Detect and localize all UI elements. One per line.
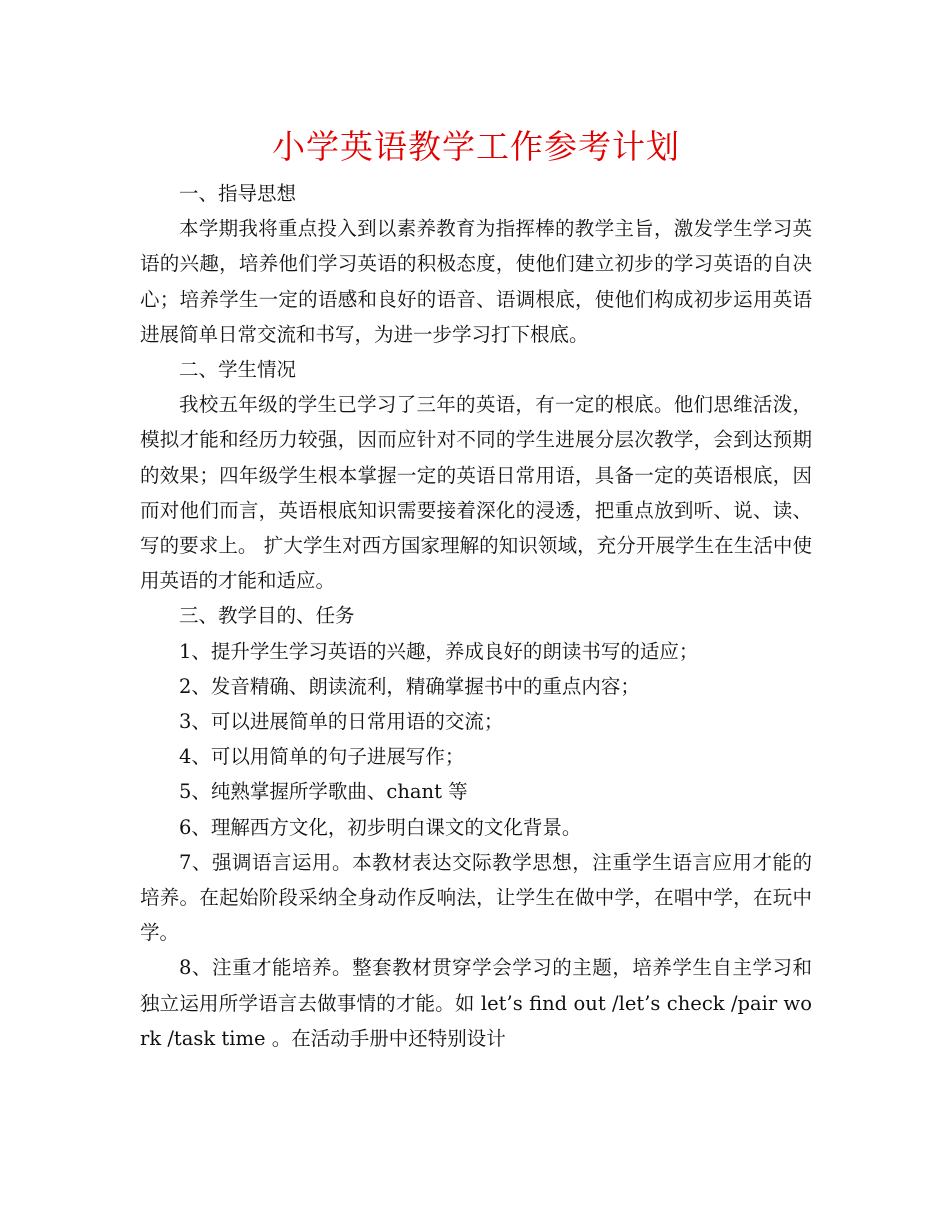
- list-item-goal-3: 3、可以进展简单的日常用语的交流；: [179, 710, 504, 734]
- list-item-goal-4: 4、可以用简单的句子进展写作；: [179, 745, 465, 769]
- document-page: [140, 118, 812, 1056]
- list-item-goal-1: 1、提升学生学习英语的兴趣，养成良好的朗读书写的适应；: [179, 639, 699, 663]
- paragraph-student-situation: 我校五年级的学生已学习了三年的英语，有一定的根底。他们思维活泼，模拟才能和经历力较强，因而应针对不同的学生进展分层次教学，会到达预期的效果；四年级学生根本掌握一定的英语日常用语，具备一定的英语根底，因而对他们而言，英语根底知识需要接着深化的浸透，把重点放到听、说、读、写的要求上。 扩大学生对西方国家理解的知识领域，充分开展学生在生活中使用英语的才能和适应。: [140, 393, 812, 593]
- section-heading-student-situation: 二、学生情况: [179, 358, 297, 382]
- paragraph-guiding-thought: 本学期我将重点投入到以素养教育为指挥棒的教学主旨，激发学生学习英语的兴趣，培养他们学习英语的积极态度，使他们建立初步的学习英语的自决心；培养学生一定的语感和良好的语音、语调根底，使他们构成初步运用英语进展简单日常交流和书写，为进一步学习打下根底。: [140, 217, 812, 346]
- document-title: 小学英语教学工作参考计划: [272, 127, 680, 166]
- list-item-goal-7: 7、强调语言运用。本教材表达交际教学思想，注重学生语言应用才能的培养。在起始阶段采纳全身动作反响法，让学生在做中学，在唱中学，在玩中学。: [140, 850, 812, 945]
- list-item-goal-2: 2、发音精确、朗读流利，精确掌握书中的重点内容；: [179, 674, 640, 698]
- section-heading-guiding-thought: 一、指导思想: [179, 182, 297, 205]
- section-heading-teaching-goals: 三、教学目的、任务: [179, 604, 355, 628]
- list-item-goal-6: 6、理解西方文化，初步明白课文的文化背景。: [179, 815, 582, 839]
- list-item-goal-8: 8、注重才能培养。整套教材贯穿学会学习的主题，培养学生自主学习和独立运用所学语言去做事情的才能。如 let’s find out /let’s check /pair work /task time 。在活动手册中还特别设计: [140, 956, 812, 1050]
- list-item-goal-5: 5、纯熟掌握所学歌曲、chant 等: [179, 780, 468, 804]
